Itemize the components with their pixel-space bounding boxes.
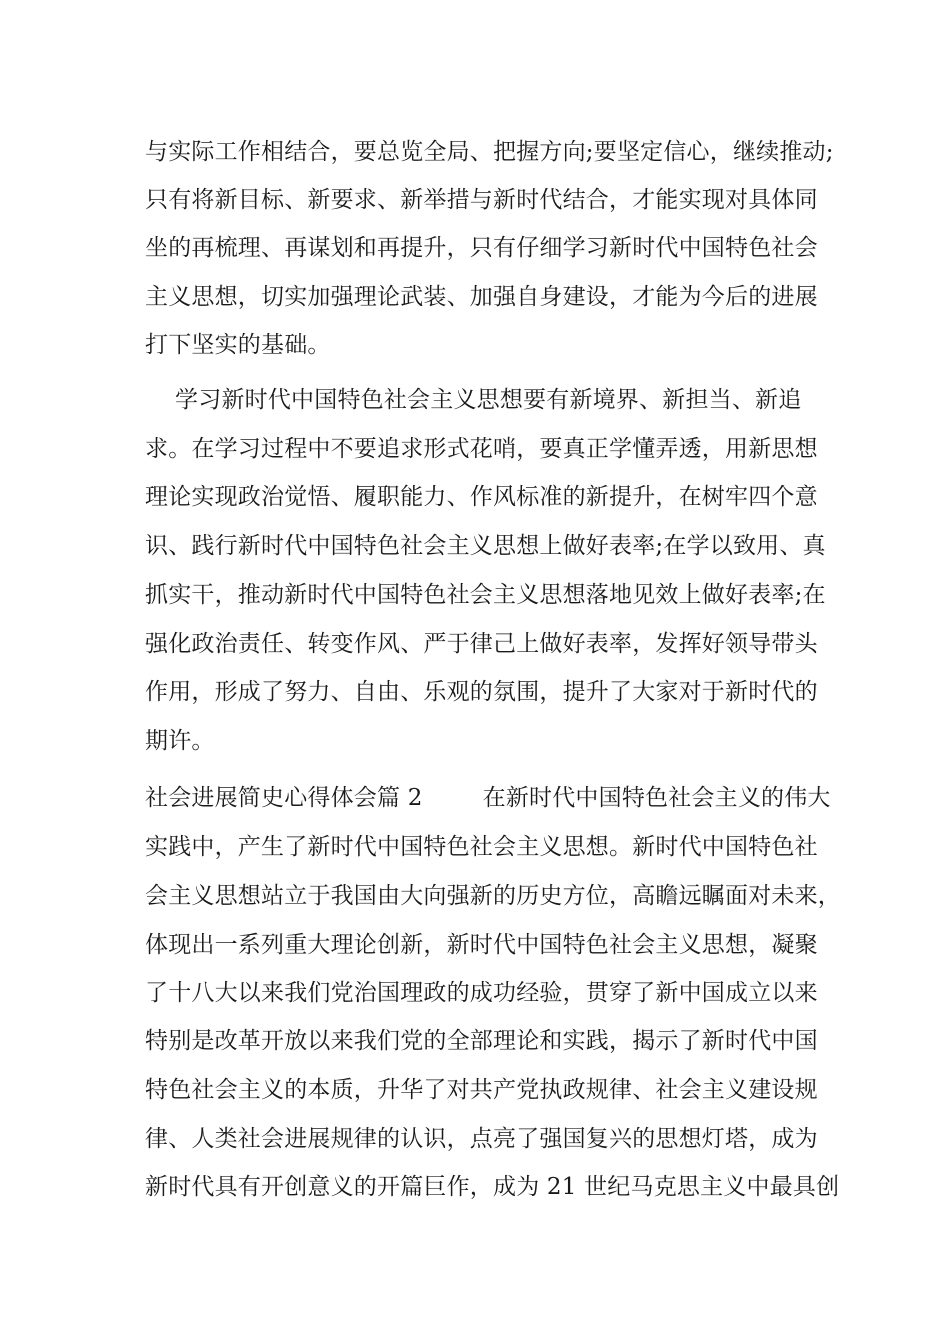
text-line: 律、人类社会进展规律的认识，点亮了强国复兴的思想灯塔，成为 [145,1126,818,1152]
text-line: 特别是改革开放以来我们党的全部理论和实践，揭示了新时代中国 [145,1028,818,1054]
text-line: 识、践行新时代中国特色社会主义思想上做好表率;在学以致用、真 [145,533,826,559]
text-line: 学习新时代中国特色社会主义思想要有新境界、新担当、新追 [145,387,802,413]
text-line: 特色社会主义的本质，升华了对共产党执政规律、社会主义建设规 [145,1077,818,1103]
text-line: 期许。 [145,728,215,754]
text-line: 社会进展简史心得体会篇 2 在新时代中国特色社会主义的伟大 [145,785,831,811]
text-line: 会主义思想站立于我国由大向强新的历史方位，高瞻远瞩面对未来， [145,883,841,909]
text-line: 打下坚实的基础。 [145,332,331,358]
text-line: 新时代具有开创意义的开篇巨作，成为 21 世纪马克思主义中最具创 [145,1174,840,1200]
text-line: 理论实现政治觉悟、履职能力、作风标准的新提升，在树牢四个意 [145,484,818,510]
text-line: 与实际工作相结合，要总览全局、把握方向;要坚定信心，继续推动; [145,139,834,165]
text-line: 体现出一系列重大理论创新，新时代中国特色社会主义思想，凝聚 [145,932,818,958]
text-line: 主义思想，切实加强理论武装、加强自身建设，才能为今后的进展 [145,284,818,310]
text-line: 坐的再梳理、再谋划和再提升，只有仔细学习新时代中国特色社会 [145,235,818,261]
text-line: 只有将新目标、新要求、新举措与新时代结合，才能实现对具体同 [145,187,818,213]
text-line: 求。在学习过程中不要追求形式花哨，要真正学懂弄透，用新思想 [145,436,818,462]
text-line: 抓实干，推动新时代中国特色社会主义思想落地见效上做好表率;在 [145,582,826,608]
text-line: 实践中，产生了新时代中国特色社会主义思想。新时代中国特色社 [145,834,818,860]
text-line: 作用，形成了努力、自由、乐观的氛围，提升了大家对于新时代的 [145,679,818,705]
text-line: 强化政治责任、转变作风、严于律己上做好表率，发挥好领导带头 [145,631,818,657]
text-line: 了十八大以来我们党治国理政的成功经验，贯穿了新中国成立以来 [145,980,818,1006]
